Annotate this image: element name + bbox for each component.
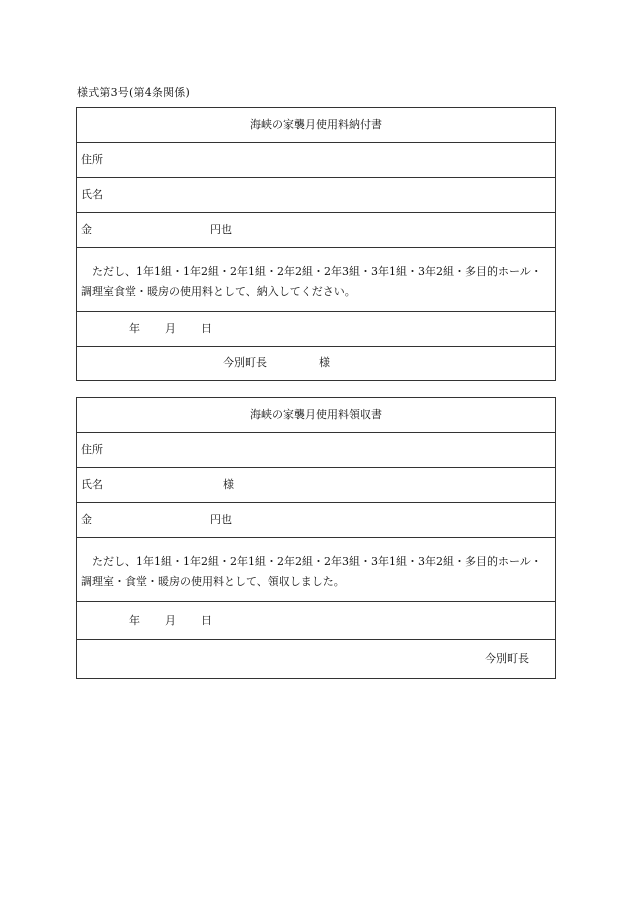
date-month: 月	[165, 322, 176, 335]
receipt-form	[76, 397, 556, 679]
form-number: 様式第3号(第4条関係)	[77, 86, 190, 99]
receipt-address-row	[77, 433, 555, 468]
receipt-note: ただし、1年1組・1年2組・2年1組・2年2組・2年3組・3年1組・3年2組・多目的ホール・調理室・食堂・暖房の使用料として、領収しました。	[77, 538, 555, 602]
payment-slip-form	[76, 107, 556, 381]
date-year: 年	[129, 322, 140, 335]
payment-slip-date-row	[77, 312, 555, 347]
amount-label: 金	[81, 513, 92, 526]
name-label: 氏名	[81, 478, 103, 491]
addressee-honorific: 様	[319, 356, 330, 369]
amount-unit: 円也	[210, 513, 232, 526]
date-day: 日	[201, 614, 212, 627]
name-honorific: 様	[223, 478, 234, 491]
amount-unit: 円也	[210, 223, 232, 236]
payment-slip-note: ただし、1年1組・1年2組・2年1組・2年2組・2年3組・3年1組・3年2組・多目的ホール・調理室食堂・暖房の使用料として、納入してください。	[77, 248, 555, 312]
date-day: 日	[201, 322, 212, 335]
issuer: 今別町長	[485, 652, 529, 665]
address-label: 住所	[81, 153, 103, 166]
amount-label: 金	[81, 223, 92, 236]
receipt-name-row	[77, 468, 555, 503]
receipt-issuer-row	[77, 640, 555, 678]
receipt-title: 海峡の家襲月使用料領収書	[77, 398, 555, 433]
addressee: 今別町長	[223, 356, 267, 369]
payment-slip-title: 海峡の家襲月使用料納付書	[77, 108, 555, 143]
receipt-date-row	[77, 602, 555, 640]
date-year: 年	[129, 614, 140, 627]
payment-slip-address-row	[77, 143, 555, 178]
payment-slip-name-row	[77, 178, 555, 213]
address-label: 住所	[81, 443, 103, 456]
payment-slip-amount-row	[77, 213, 555, 248]
date-month: 月	[165, 614, 176, 627]
name-label: 氏名	[81, 188, 103, 201]
receipt-amount-row	[77, 503, 555, 538]
payment-slip-addressee-row	[77, 347, 555, 380]
